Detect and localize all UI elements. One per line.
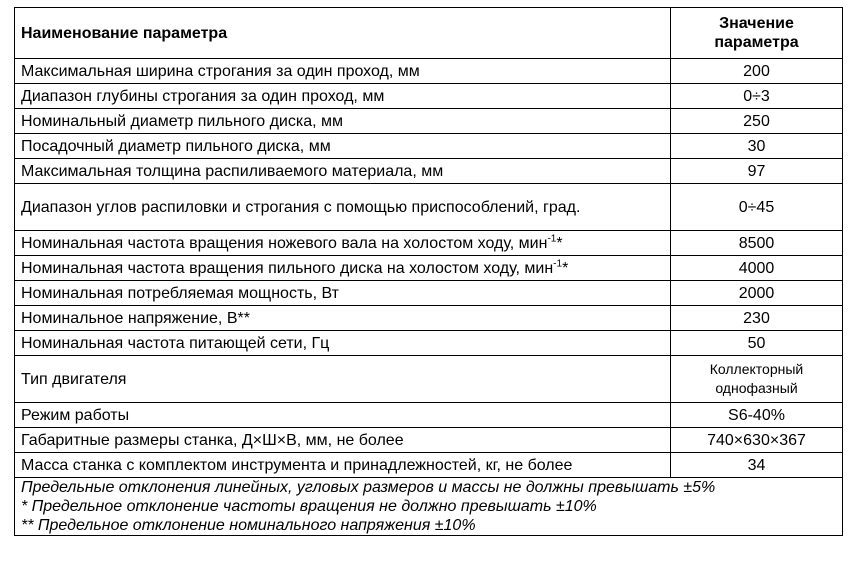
table-row: [15, 84, 843, 109]
header-parameter-name: Наименование параметра: [15, 8, 671, 59]
parameter-name: Диапазон глубины строгания за один проход, мм: [15, 84, 671, 109]
table-row: [15, 59, 843, 84]
parameter-value: 2000: [671, 281, 843, 306]
parameter-name-text: Номинальная частота вращения ножевого вала на холостом ходу, мин: [21, 234, 548, 252]
table-row: [15, 428, 843, 453]
footnote-mark: *: [556, 234, 563, 252]
table-row: [15, 256, 843, 281]
table-notes: [15, 478, 843, 536]
footnote-mark: *: [562, 259, 569, 277]
parameter-value: Коллекторный однофазный: [671, 356, 843, 403]
parameter-value: 50: [671, 331, 843, 356]
parameter-name: Номинальное напряжение, В**: [15, 306, 671, 331]
table-row: [15, 134, 843, 159]
parameter-name: Номинальная частота питающей сети, Гц: [15, 331, 671, 356]
parameter-name: Максимальная ширина строгания за один проход, мм: [15, 59, 671, 84]
parameter-value: 97: [671, 159, 843, 184]
table-row: [15, 109, 843, 134]
parameter-name: Номинальный диаметр пильного диска, мм: [15, 109, 671, 134]
table-row: [15, 356, 843, 403]
parameter-value: 200: [671, 59, 843, 84]
unit-exponent: -1: [547, 233, 557, 245]
spec-table-container: [14, 7, 842, 536]
parameter-name: Габаритные размеры станка, Д×Ш×В, мм, не более: [15, 428, 671, 453]
parameter-value: 4000: [671, 256, 843, 281]
parameter-name: Режим работы: [15, 403, 671, 428]
parameter-name: Максимальная толщина распиливаемого материала, мм: [15, 159, 671, 184]
table-row: [15, 184, 843, 231]
parameter-name: [15, 256, 671, 281]
specifications-table: [14, 7, 843, 536]
parameter-name: [15, 231, 671, 256]
notes-row: [15, 478, 843, 536]
parameter-value: S6-40%: [671, 403, 843, 428]
table-row: [15, 403, 843, 428]
parameter-name: Масса станка с комплектом инструмента и принадлежностей, кг, не более: [15, 453, 671, 478]
table-row: [15, 159, 843, 184]
note-voltage-tolerance: ** Предельное отклонение номинального напряжения ±10%: [21, 517, 476, 534]
parameter-name: Тип двигателя: [15, 356, 671, 403]
parameter-name: Номинальная потребляемая мощность, Вт: [15, 281, 671, 306]
parameter-name: Диапазон углов распиловки и строгания с помощью приспособлений, град.: [15, 184, 671, 231]
parameter-value: 250: [671, 109, 843, 134]
parameter-value: 30: [671, 134, 843, 159]
table-row: [15, 306, 843, 331]
header-parameter-value: Значение параметра: [671, 8, 843, 59]
table-row: [15, 453, 843, 478]
table-row: [15, 281, 843, 306]
table-row: [15, 331, 843, 356]
parameter-value: 8500: [671, 231, 843, 256]
note-tolerance: Предельные отклонения линейных, угловых размеров и массы не должны превышать ±5%: [21, 479, 716, 496]
note-speed-tolerance: * Предельное отклонение частоты вращения не должно превышать ±10%: [21, 498, 597, 515]
parameter-value: 740×630×367: [671, 428, 843, 453]
parameter-value: 0÷45: [671, 184, 843, 231]
parameter-name: Посадочный диаметр пильного диска, мм: [15, 134, 671, 159]
table-header-row: [15, 8, 843, 59]
table-row: [15, 231, 843, 256]
parameter-value: 0÷3: [671, 84, 843, 109]
parameter-value: 34: [671, 453, 843, 478]
unit-exponent: -1: [553, 258, 563, 270]
parameter-value: 230: [671, 306, 843, 331]
parameter-name-text: Номинальная частота вращения пильного диска на холостом ходу, мин: [21, 259, 554, 277]
